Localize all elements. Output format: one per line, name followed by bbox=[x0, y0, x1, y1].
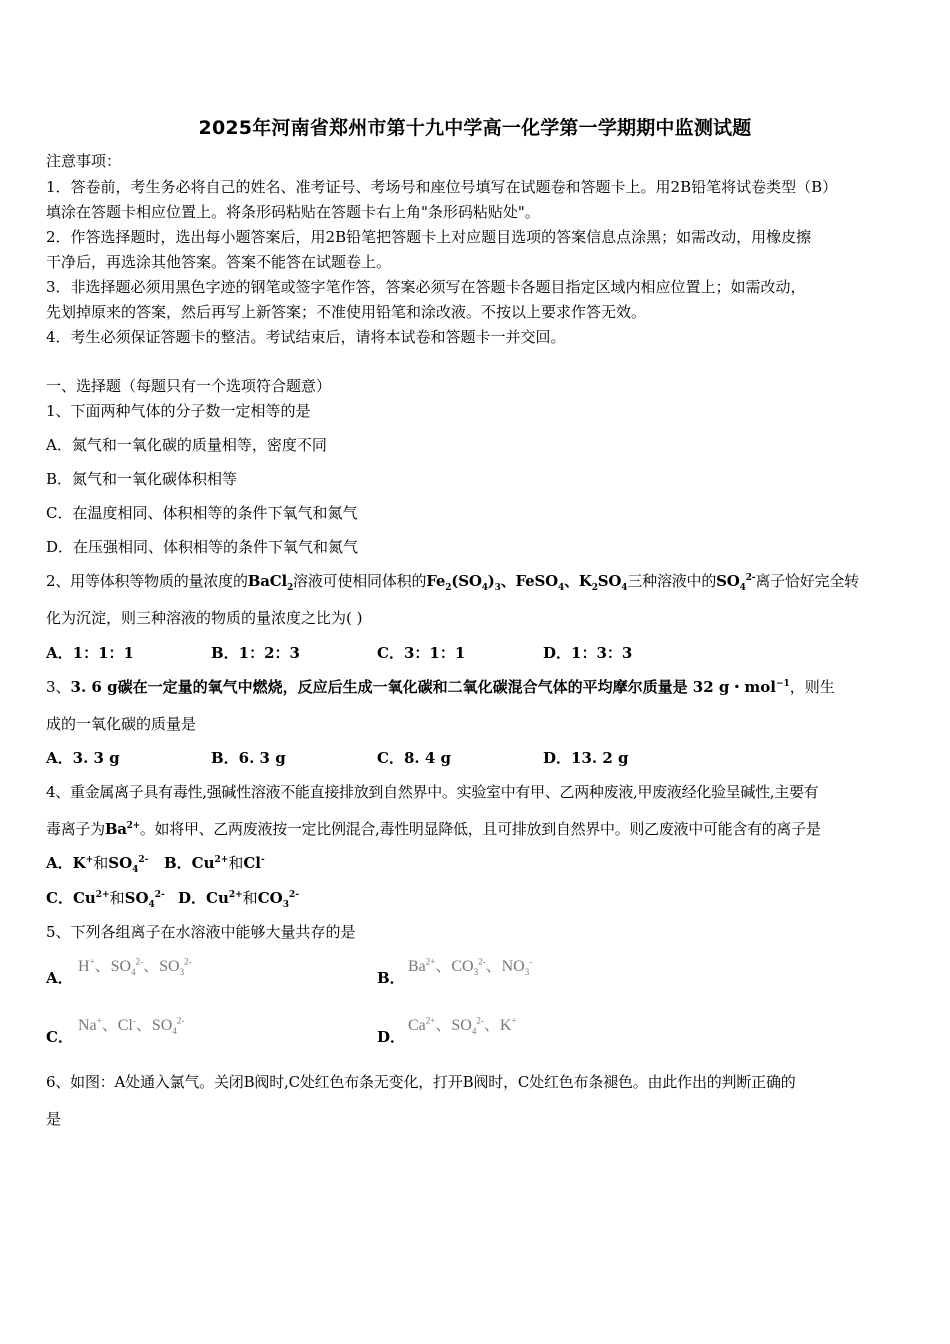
question-4-option-a: A．K+和$SO_4^{2-}$ bbox=[46, 854, 149, 875]
question-5-option-a-ions: H+、$SO_4^{2-}$、$SO_3^{2-}$ bbox=[78, 956, 192, 978]
question-1-option-c: C．在温度相同、体积相等的条件下氧气和氮气 bbox=[46, 504, 358, 522]
question-5-option-d-ions: $Ca^{2+}$、$SO_4^{2-}$、K+ bbox=[408, 1015, 517, 1037]
notice-line-6: 先划掉原来的答案，然后再写上新答案；不准使用铅笔和涂改液。不按以上要求作答无效。 bbox=[46, 303, 647, 321]
question-1-option-a: A．氮气和一氧化碳的质量相等，密度不同 bbox=[46, 436, 327, 454]
question-3-stem-line-1: 3、3. 6 g碳在一定量的氧气中燃烧，反应后生成一氧化碳和二氧化碳混合气体的平均摩尔质量是 32 g・mol$^{-1}$，则生 bbox=[46, 678, 835, 696]
question-2-option-c: C．3：1：1 bbox=[377, 644, 466, 662]
question-2-option-a: A．1：1：1 bbox=[46, 644, 134, 662]
question-5-option-b-label: B． bbox=[377, 969, 405, 987]
question-1-option-b: B．氮气和一氧化碳体积相等 bbox=[46, 470, 238, 488]
question-5-option-a-label: A． bbox=[46, 969, 73, 987]
notice-heading: 注意事项： bbox=[46, 152, 122, 170]
question-2-stem-line-1: 2、用等体积等物质的量浓度的BaCl$_2$溶液可使相同体积的$Fe_2(SO_4)_3$、FeSO$_4$、$K_2SO_4$三种溶液中的$SO_4^{2-}$离子恰好完全转 bbox=[46, 572, 859, 593]
question-6-stem-line-2: 是 bbox=[46, 1110, 62, 1128]
question-4-option-d: D．$Cu^{2+}$和$CO_3^{2-}$ bbox=[178, 889, 299, 910]
question-1-option-d: D．在压强相同、体积相等的条件下氧气和氮气 bbox=[46, 538, 359, 556]
question-3-stem-line-2: 成的一氧化碳的质量是 bbox=[46, 715, 197, 733]
page-title: 2025年河南省郑州市第十九中学高一化学第一学期期中监测试题 bbox=[198, 117, 752, 139]
notice-line-3: 2．作答选择题时，选出每小题答案后，用2B铅笔把答题卡上对应题目选项的答案信息点涂黑；如需改动，用橡皮擦 bbox=[46, 228, 812, 246]
question-3-option-a: A．3. 3 g bbox=[46, 749, 120, 767]
question-3-option-b: B．6. 3 g bbox=[211, 749, 286, 767]
question-5-stem: 5、下列各组离子在水溶液中能够大量共存的是 bbox=[46, 923, 356, 941]
question-1-stem: 1、下面两种气体的分子数一定相等的是 bbox=[46, 402, 311, 420]
notice-line-4: 干净后，再选涂其他答案。答案不能答在试题卷上。 bbox=[46, 253, 392, 271]
question-4-option-c: C．$Cu^{2+}$和$SO_4^{2-}$ bbox=[46, 889, 165, 910]
notice-line-2: 填涂在答题卡相应位置上。将条形码粘贴在答题卡右上角"条形码粘贴处"。 bbox=[46, 203, 540, 221]
question-4-stem-line-2: 毒离子为$Ba^{2+}$。如将甲、乙两废液按一定比例混合,毒性明显降低，且可排放到自然界中。则乙废液中可能含有的离子是 bbox=[46, 820, 821, 838]
question-2-option-b: B．1：2：3 bbox=[211, 644, 300, 662]
notice-line-5: 3．非选择题必须用黑色字迹的钢笔或签字笔作答，答案必须写在答题卡各题目指定区域内相应位置上；如需改动， bbox=[46, 278, 806, 296]
question-5-option-c-label: C． bbox=[46, 1028, 73, 1046]
question-3-option-d: D．13. 2 g bbox=[543, 749, 629, 767]
question-5-option-d-label: D． bbox=[377, 1028, 406, 1046]
question-5-option-c-ions: Na+、Cl-、$SO_4^{2-}$ bbox=[78, 1015, 185, 1037]
question-3-option-c: C．8. 4 g bbox=[377, 749, 451, 767]
question-4-stem-line-1: 4、重金属离子具有毒性,强碱性溶液不能直接排放到自然界中。实验室中有甲、乙两种废液,甲废液经化验呈碱性,主要有 bbox=[46, 783, 819, 801]
question-2-option-d: D．1：3：3 bbox=[543, 644, 633, 662]
question-5-option-b-ions: $Ba^{2+}$、$CO_3^{2-}$、$NO_3^-$ bbox=[408, 956, 533, 978]
question-6-stem-line-1: 6、如图：A处通入氯气。关闭B阀时,C处红色布条无变化，打开B阀时，C处红色布条褪色。由此作出的判断正确的 bbox=[46, 1073, 796, 1091]
notice-line-7: 4．考生必须保证答题卡的整洁。考试结束后，请将本试卷和答题卡一并交回。 bbox=[46, 328, 566, 346]
question-2-stem-line-2: 化为沉淀，则三种溶液的物质的量浓度之比为( ) bbox=[46, 609, 363, 627]
notice-line-1: 1．答卷前，考生务必将自己的姓名、准考证号、考场号和座位号填写在试题卷和答题卡上。用2B铅笔将试卷类型（B） bbox=[46, 178, 838, 196]
question-4-option-b: B．$Cu^{2+}$和Cl- bbox=[164, 854, 265, 872]
section-heading: 一、选择题（每题只有一个选项符合题意） bbox=[46, 377, 332, 395]
